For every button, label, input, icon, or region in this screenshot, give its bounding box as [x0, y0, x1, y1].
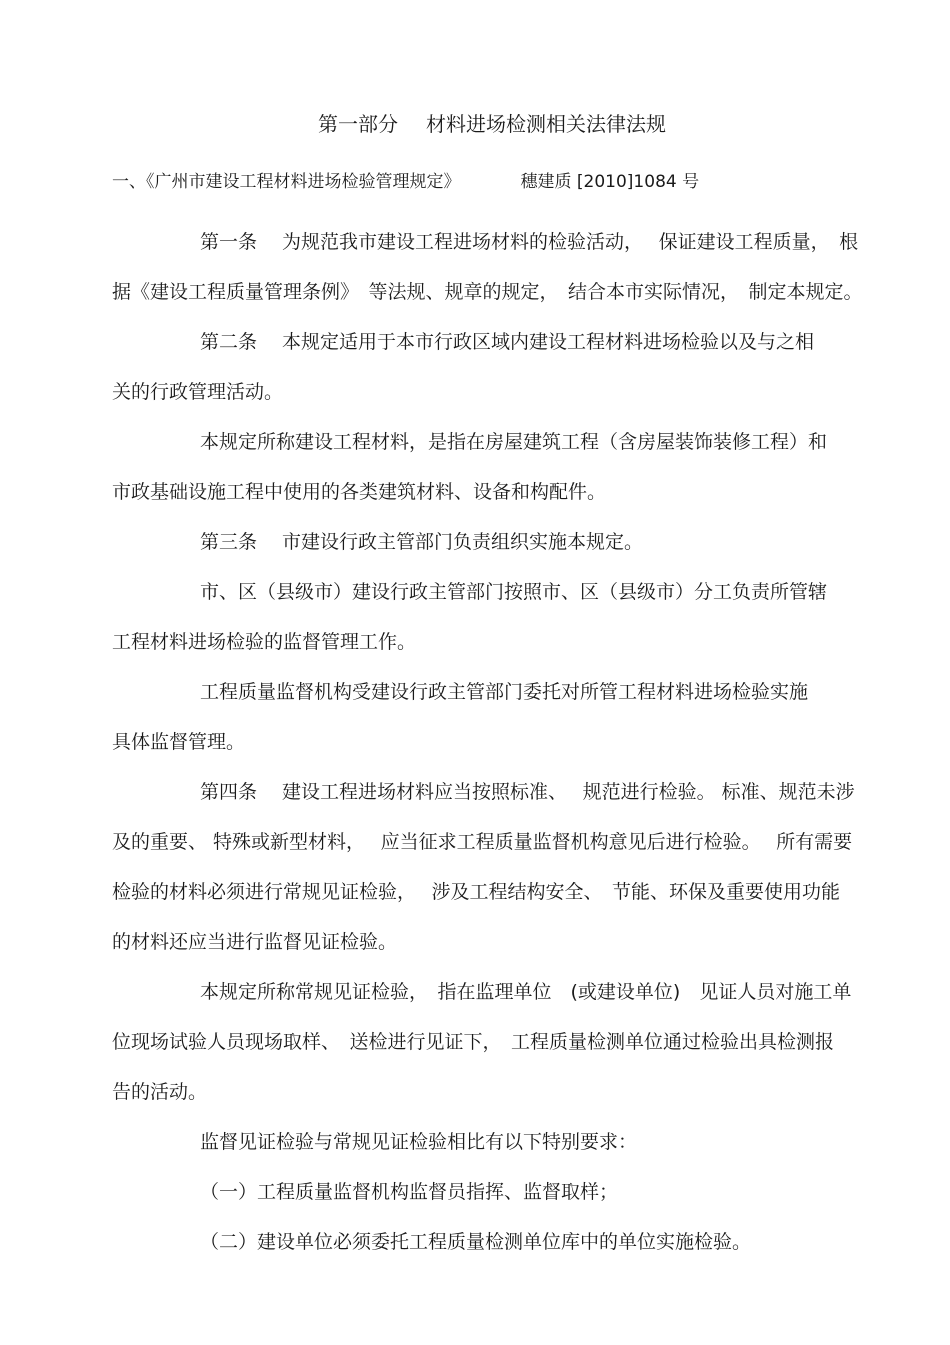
section-heading: [112, 170, 699, 194]
paragraph-line: 第二条 本规定适用于本市行政区域内建设工程材料进场检验以及与之相: [200, 331, 815, 353]
paragraph-line: 检验的材料必须进行常规见证检验， 涉及工程结构安全、 节能、环保及重要使用功能: [112, 881, 841, 903]
title-name: 材料进场检测相关法律法规: [426, 112, 666, 136]
paragraph-line: 据《建设工程质量管理条例》 等法规、规章的规定， 结合本市实际情况， 制定本规定。: [112, 281, 863, 303]
list-item: （二）建设单位必须委托工程质量检测单位库中的单位实施检验。: [200, 1231, 752, 1253]
paragraph-line: 位现场试验人员现场取样、 送检进行见证下， 工程质量检测单位通过检验出具检测报: [112, 1031, 835, 1053]
paragraph-line: 第一条 为规范我市建设工程进场材料的检验活动， 保证建设工程质量， 根: [200, 231, 859, 253]
paragraph-line: 工程材料进场检验的监督管理工作。: [112, 631, 417, 653]
paragraph-line: 具体监督管理。: [112, 731, 246, 753]
paragraph-line: 关的行政管理活动。: [112, 381, 284, 403]
paragraph-line: 工程质量监督机构受建设行政主管部门委托对所管工程材料进场检验实施: [200, 681, 809, 703]
paragraph-line: 本规定所称建设工程材料，是指在房屋建筑工程（含房屋装饰装修工程）和: [200, 431, 828, 453]
paragraph-line: 监督见证检验与常规见证检验相比有以下特别要求：: [200, 1131, 638, 1153]
paragraph-line: 第四条 建设工程进场材料应当按照标准、 规范进行检验。 标准、规范未涉: [200, 781, 855, 803]
page-title: [318, 112, 666, 136]
paragraph-line: 的材料还应当进行监督见证检验。: [112, 931, 398, 953]
list-item: （一）工程质量监督机构监督员指挥、监督取样；: [200, 1181, 619, 1203]
paragraph-line: 第三条 市建设行政主管部门负责组织实施本规定。: [200, 531, 644, 553]
paragraph-line: 本规定所称常规见证检验， 指在监理单位 (或建设单位) 见证人员对施工单: [200, 981, 852, 1003]
section-label: 一、《广州市建设工程材料进场检验管理规定》: [112, 172, 461, 192]
paragraph-line: 及的重要、 特殊或新型材料， 应当征求工程质量监督机构意见后进行检验。 所有需要: [112, 831, 853, 853]
paragraph-line: 市政基础设施工程中使用的各类建筑材料、设备和构配件。: [112, 481, 607, 503]
section-doc-number: 穗建质 [2010]1084 号: [520, 172, 700, 192]
paragraph-line: 市、区（县级市）建设行政主管部门按照市、区（县级市）分工负责所管辖: [200, 581, 828, 603]
title-part: 第一部分: [318, 112, 398, 136]
paragraph-line: 告的活动。: [112, 1081, 208, 1103]
